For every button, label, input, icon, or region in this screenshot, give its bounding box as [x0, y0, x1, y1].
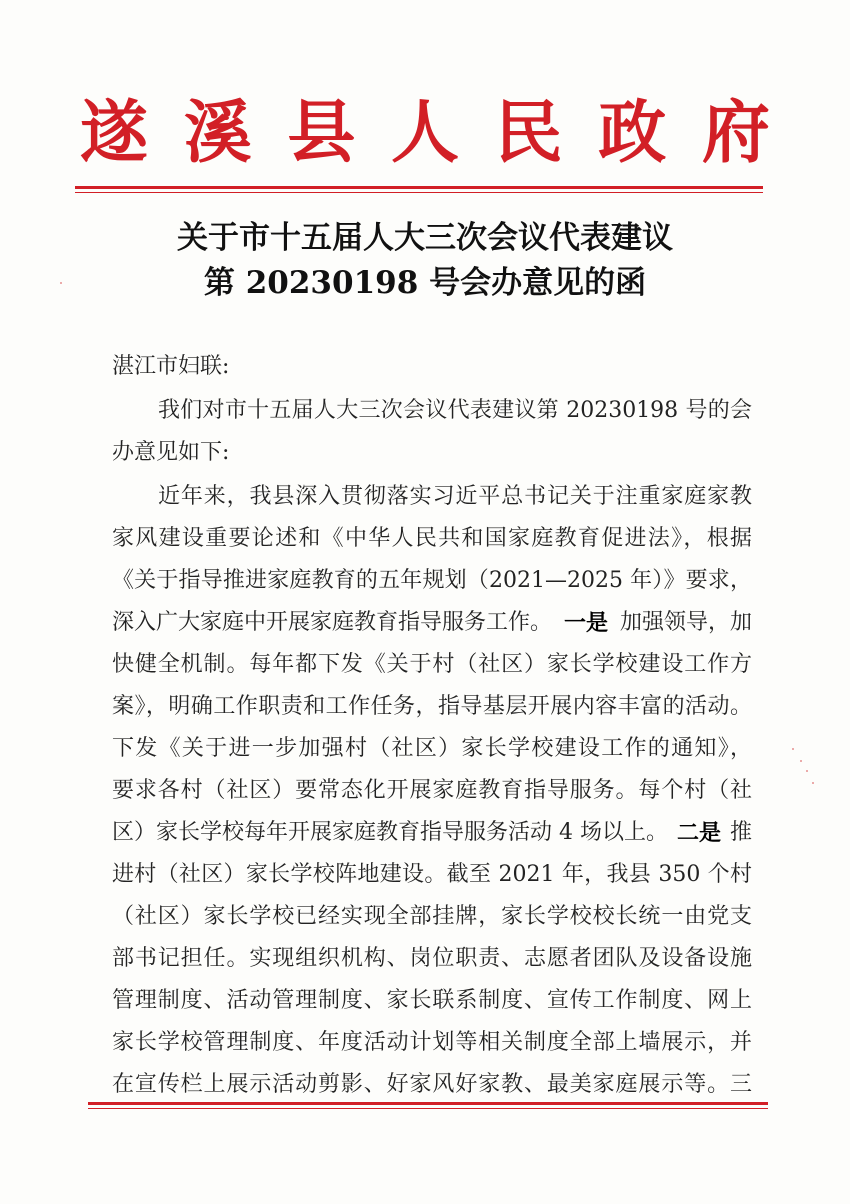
scan-speck	[792, 748, 794, 750]
header-red-rule	[75, 186, 763, 189]
body-line: 要求各村（社区）要常态化开展家庭教育指导服务。每个村（社	[112, 778, 752, 803]
body-line-part: 推	[729, 820, 752, 845]
point-one-label: 一是	[563, 610, 608, 636]
masthead-char: 政	[598, 93, 667, 173]
body-line: 家风建设重要论述和《中华人民共和国家庭教育促进法》，根据	[112, 526, 752, 551]
point-two-label: 二是	[676, 820, 721, 846]
scan-speck	[800, 760, 802, 762]
masthead-char: 遂	[80, 93, 149, 173]
body-line: 部书记担任。实现组织机构、岗位职责、志愿者团队及设备设施	[112, 946, 752, 971]
masthead-char: 县	[287, 93, 356, 173]
body-line: 快健全机制。每年都下发《关于村（社区）家长学校建设工作方	[112, 652, 752, 677]
body-line-part: 区）家长学校每年开展家庭教育指导服务活动 4 场以上。	[112, 820, 668, 845]
body-line	[112, 610, 752, 636]
body-line-part: 加强领导，加	[619, 610, 752, 635]
masthead-char: 府	[701, 93, 770, 173]
footer-red-rule-thin	[88, 1108, 768, 1109]
footer-red-rule	[88, 1102, 768, 1105]
document-title-line-1: 关于市十五届人大三次会议代表建议	[177, 220, 673, 256]
body-line: （社区）家长学校已经实现全部挂牌，家长学校校长统一由党支	[112, 904, 752, 929]
intro-line: 我们对市十五届人大三次会议代表建议第 20230198 号的会	[158, 398, 752, 423]
masthead-char: 人	[390, 93, 459, 173]
masthead-char: 溪	[183, 93, 252, 173]
body-line-part: 深入广大家庭中开展家庭教育指导服务工作。	[112, 610, 553, 635]
scan-speck	[812, 782, 814, 784]
body-line: 管理制度、活动管理制度、家长联系制度、宣传工作制度、网上	[112, 988, 752, 1013]
body-line: 家长学校管理制度、年度活动计划等相关制度全部上墙展示，并	[112, 1030, 752, 1055]
body-line: 在宣传栏上展示活动剪影、好家风好家教、最美家庭展示等。三	[112, 1072, 752, 1097]
document-title-line-2: 第 20230198 号会办意见的函	[203, 265, 647, 301]
masthead-char: 民	[494, 93, 563, 173]
body-line: 进村（社区）家长学校阵地建设。截至 2021 年，我县 350 个村	[112, 862, 752, 887]
body-line: 案》，明确工作职责和工作任务，指导基层开展内容丰富的活动。	[112, 694, 752, 719]
body-line: 近年来，我县深入贯彻落实习近平总书记关于注重家庭家教	[158, 484, 752, 509]
header-red-rule-thin	[75, 192, 763, 193]
body-line: 《关于指导推进家庭教育的五年规划（2021—2025 年）》要求，	[112, 568, 752, 593]
scan-speck	[806, 770, 808, 772]
body-line	[112, 820, 752, 846]
salutation: 湛江市妇联:	[112, 354, 230, 379]
government-masthead	[80, 88, 770, 178]
scan-speck	[60, 282, 62, 284]
body-line: 下发《关于进一步加强村（社区）家长学校建设工作的通知》，	[112, 736, 752, 761]
intro-line: 办意见如下:	[112, 440, 230, 465]
